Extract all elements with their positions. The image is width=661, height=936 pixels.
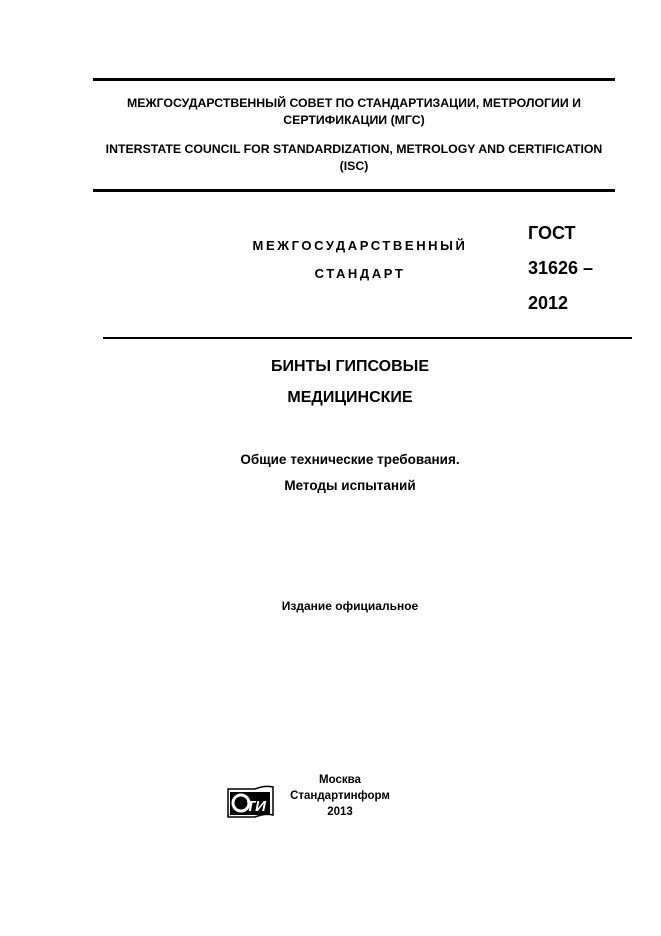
standard-type-line1: МЕЖГОСУДАРСТВЕННЫЙ	[252, 238, 468, 253]
gost-label: ГОСТ	[528, 223, 576, 243]
top-rule	[93, 78, 615, 81]
publisher-city: Москва	[319, 774, 361, 786]
gost-number: 31626 –	[528, 258, 594, 278]
document-title-line2: МЕДИЦИНСКИЕ	[287, 389, 413, 406]
standartinform-logo	[225, 783, 275, 821]
header-bottom-rule	[93, 189, 615, 192]
publisher-name: Стандартинформ	[290, 790, 390, 802]
standard-type-line2: СТАНДАРТ	[314, 266, 406, 281]
document-subtitle-line1: Общие технические требования.	[240, 452, 460, 467]
council-name-ru: МЕЖГОСУДАРСТВЕННЫЙ СОВЕТ ПО СТАНДАРТИЗАЦИИ, МЕТРОЛОГИИ И СЕРТИФИКАЦИИ (МГС)	[127, 96, 581, 127]
document-title-line1: БИНТЫ ГИПСОВЫЕ	[271, 358, 429, 375]
publication-year: 2013	[327, 806, 353, 818]
gost-year: 2012	[528, 293, 569, 313]
title-rule	[103, 337, 632, 339]
document-subtitle-line2: Методы испытаний	[284, 478, 416, 493]
svg-text:ТИ: ТИ	[246, 798, 266, 815]
edition-label: Издание официальное	[281, 599, 419, 613]
council-name-en: INTERSTATE COUNCIL FOR STANDARDIZATION, METROLOGY AND CERTIFICATION (ISC)	[105, 142, 603, 173]
